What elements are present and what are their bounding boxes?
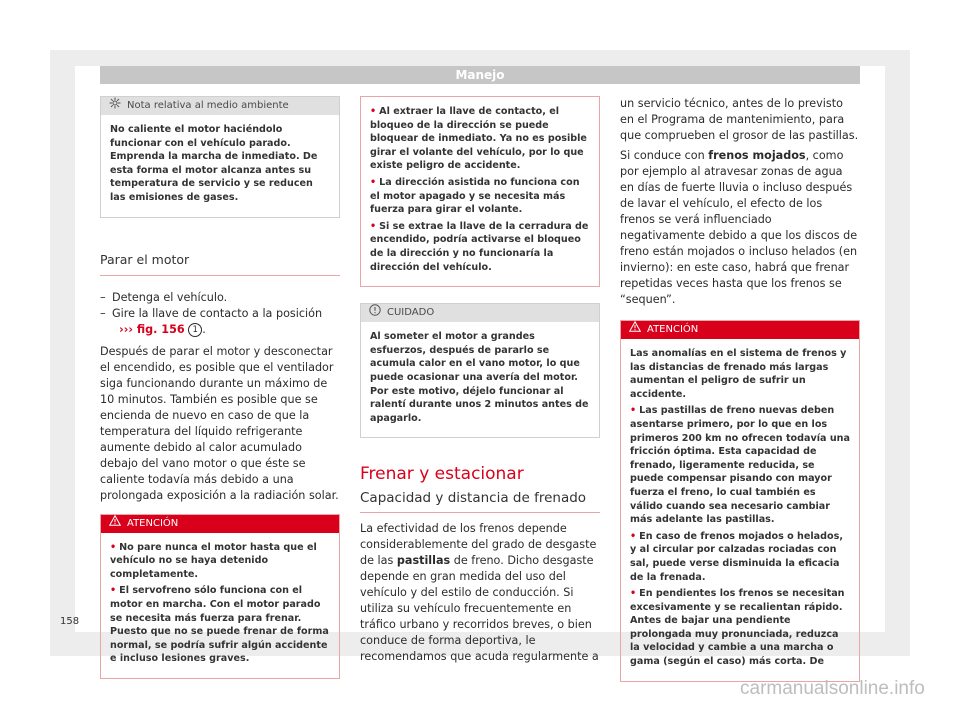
figure-link[interactable]: ››› fig. 156 xyxy=(119,322,185,336)
warning-continued-body xyxy=(361,97,599,286)
list-item: • Las pastillas de freno nuevas deben asentarse primero, por lo que en los primeros 200 km no ofrecen todavía una fricción óptima. Esta capacidad de frenado, ligeramente reducida, se puede compensar pisando con mayor fuerza el freno, lo cual también es válido cuando sea necesario cambiar más adelante las pastillas. xyxy=(630,405,850,526)
caution-icon xyxy=(369,304,381,323)
list-item: • En caso de frenos mojados o helados, y al circular por calzadas rociadas con sal, puede verse disminuida la eficacia de la frenada. xyxy=(630,530,843,583)
environment-icon xyxy=(109,97,121,116)
section-title-parar-motor: Parar el motor xyxy=(100,252,340,276)
subsection-title: Capacidad y distancia de frenado xyxy=(360,484,600,513)
paragraph: La efectividad de los frenos depende considerablemente del grado de desgaste de las pastillas de freno. Dicho desgaste depende en gran medida del uso del vehículo y del estilo de conducción. Si utiliza su vehículo frecuentemente en tráfico urbano y recorridos breves, o bien conduce de forma deportiva, le recomendamos que acuda regularmente a xyxy=(360,522,599,664)
list-item: • Si se extrae la llave de la cerradura de encendido, podría activarse el bloqueo de la dirección y no funcionaría la dirección del vehículo. xyxy=(370,220,589,273)
column-1 xyxy=(100,96,340,679)
warning-header xyxy=(621,321,859,339)
list-item: – Gire la llave de contacto a la posición ››› fig. 156 1 . xyxy=(100,306,340,338)
list-item: • En pendientes los frenos se necesitan excesivamente y se recalientan rápido. Antes de bajar una pendiente prolongada muy pronunciada, reduzca la velocidad y cambie a una marcha o gama (según el caso) más corta. De xyxy=(630,588,845,668)
warning-icon xyxy=(109,515,121,533)
warning-box xyxy=(100,514,340,679)
caution-box xyxy=(360,303,600,438)
warning-continued-box xyxy=(360,96,600,287)
environment-note-title: Nota relativa al medio ambiente xyxy=(127,100,289,111)
steps-list xyxy=(100,290,340,338)
callout-number: 1 xyxy=(188,323,202,337)
column-3 xyxy=(620,96,860,682)
list-item: • El servofreno sólo funciona con el motor en marcha. Con el motor parado se necesita más fuerza para frenar. Puesto que no se puede frenar de forma normal, se podría sufrir algún accidente e incluso lesiones graves. xyxy=(110,585,329,665)
caution-body: Al someter el motor a grandes esfuerzos, después de pararlo se acumula calor en el vano motor, lo que puede ocasionar una avería del motor. Por este motivo, déjelo funcionar al ralentí durante unos 2 minutos antes de apagarlo. xyxy=(370,331,589,424)
column-2 xyxy=(360,96,600,665)
warning-title: ATENCIÓN xyxy=(647,324,699,335)
warning-header xyxy=(101,515,339,533)
paragraph: Si conduce con frenos mojados, como por ejemplo al atravesar zonas de agua en días de fuerte lluvia o incluso después de lavar el vehículo, el efecto de los frenos se verá influenciado negativamente debido a que los discos de freno están mojados o incluso helados (en invierno): en este caso, habrá que frenar repetidas veces hasta que los frenos se “sequen”. xyxy=(620,149,858,306)
warning-icon xyxy=(629,321,641,339)
environment-note-header xyxy=(101,97,339,115)
environment-note-text: No caliente el motor haciéndolo funcionar con el vehículo parado. Emprenda la marcha de inmediato. De esta forma el motor alcanza antes su temperatura de servicio y se reducen las emisiones de gases. xyxy=(110,124,318,203)
paragraph: un servicio técnico, antes de lo previsto en el Programa de mantenimiento, para que comprueben el grosor de las pastillas. xyxy=(620,97,859,142)
warning-box xyxy=(620,320,860,682)
page-number: 158 xyxy=(60,616,80,627)
list-item: • No pare nunca el motor hasta que el vehículo no se haya detenido completamente. xyxy=(110,541,317,580)
watermark: carmanualsonline.info xyxy=(740,678,925,699)
caution-title: CUIDADO xyxy=(387,307,435,319)
caution-header xyxy=(361,304,599,322)
warning-title: ATENCIÓN xyxy=(127,517,179,529)
list-item: • La dirección asistida no funciona con el motor apagado y se necesita más fuerza para girar el volante. xyxy=(370,176,580,216)
page-header: Manejo xyxy=(100,66,860,84)
warning-intro: Las anomalías en el sistema de frenos y las distancias de frenado más largas aumentan el peligro de sufrir un accidente. xyxy=(630,348,847,400)
list-item: – Detenga el vehículo. xyxy=(100,290,340,306)
list-item: • Al extraer la llave de contacto, el bloqueo de la dirección se puede bloquear de inmediato. Ya no es posible girar el volante del vehículo, por lo que existe peligro de accidente. xyxy=(370,106,587,172)
paragraph: Después de parar el motor y desconectar el encendido, es posible que el ventilador siga funcionando durante un máximo de 10 minutos. También es posible que se encienda de nuevo en caso de que la temperatura del líquido refrigerante aumente debido al calor acumulado debajo del vano motor o que éste se caliente todavía más debido a una prolongada exposición a la radiación solar. xyxy=(100,344,339,502)
environment-note-box xyxy=(100,96,340,218)
warning-body xyxy=(101,533,339,678)
section-title-frenar: Frenar y estacionar xyxy=(360,464,524,485)
warning-body xyxy=(621,339,859,681)
